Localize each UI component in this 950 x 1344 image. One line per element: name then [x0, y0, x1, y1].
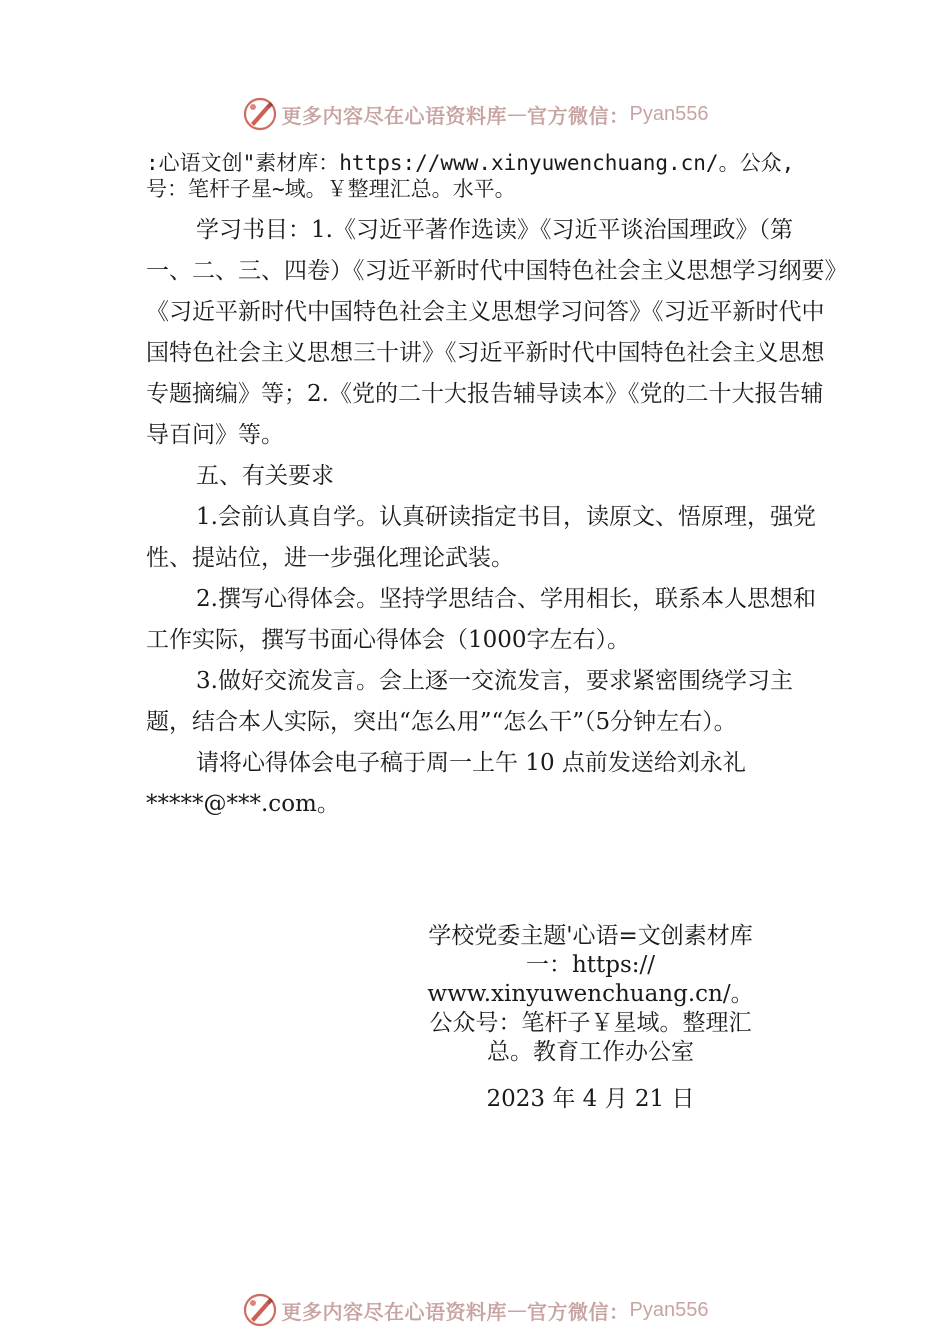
footer-banner [0, 1290, 950, 1330]
banner-text: 更多内容尽在心语资料库 [281, 103, 508, 128]
header-banner [0, 94, 950, 134]
pen-logo-icon [242, 96, 278, 132]
banner-account: Pyan556 [629, 1298, 709, 1321]
document-date: 2023 年 4 月 21 日 [486, 1086, 695, 1112]
requirement-3: 3.做好交流发言。会上逐一交流发言，要求紧密围绕学习主题，结合本人实际，突出“怎么用”“怎么干”（5分钟左右）。 [146, 668, 793, 735]
banner-label: 官方微信： [527, 103, 630, 128]
submission-instruction: 请将心得体会电子稿于周一上午 10 点前发送给刘永礼 [196, 750, 746, 776]
requirement-1: 1.会前认真自学。认真研读指定书目，读原文、悟原理，强党性、提站位，进一步强化理论武装。 [146, 504, 816, 571]
banner-account: Pyan556 [629, 102, 709, 125]
banner-separator: — [507, 1298, 528, 1322]
document-body [146, 150, 836, 825]
banner-text: 更多内容尽在心语资料库 [281, 1299, 508, 1324]
signature-block [418, 922, 763, 1067]
banner-separator: — [507, 102, 528, 126]
signature-line-2: www.xinyuwenchuang.cn/。公众号：笔杆子￥星域。整理汇总。教育工作办公室 [427, 981, 754, 1065]
watermark-line: :心语文创"素材库：https://www.xinyuwenchuang.cn/。公众,号：笔杆子星~域。￥整理汇总。水平。 [146, 151, 795, 201]
pen-logo-icon [242, 1292, 278, 1328]
requirement-2: 2.撰写心得体会。坚持学思结合、学用相长，联系本人思想和工作实际，撰写书面心得体会（1000字左右）。 [146, 586, 816, 653]
books-paragraph: 学习书目：1.《习近平著作选读》《习近平谈治国理政》（第一、二、三、四卷）《习近平新时代中国特色社会主义思想学习纲要》《习近平新时代中国特色社会主义思想学习问答》《习近平新时代中国特色社会主义思想三十讲》《习近平新时代中国特色社会主义思想专题摘编》等；2.《党的二十大报告辅导读本》《党的二十大报告辅导百问》等。 [146, 217, 836, 448]
banner-label: 官方微信： [527, 1299, 630, 1324]
email-line: *****@***.com。 [146, 791, 340, 817]
section-heading: 五、有关要求 [196, 463, 334, 489]
signature-line-1: 学校党委主题'心语=文创素材库一：https:// [428, 923, 753, 978]
